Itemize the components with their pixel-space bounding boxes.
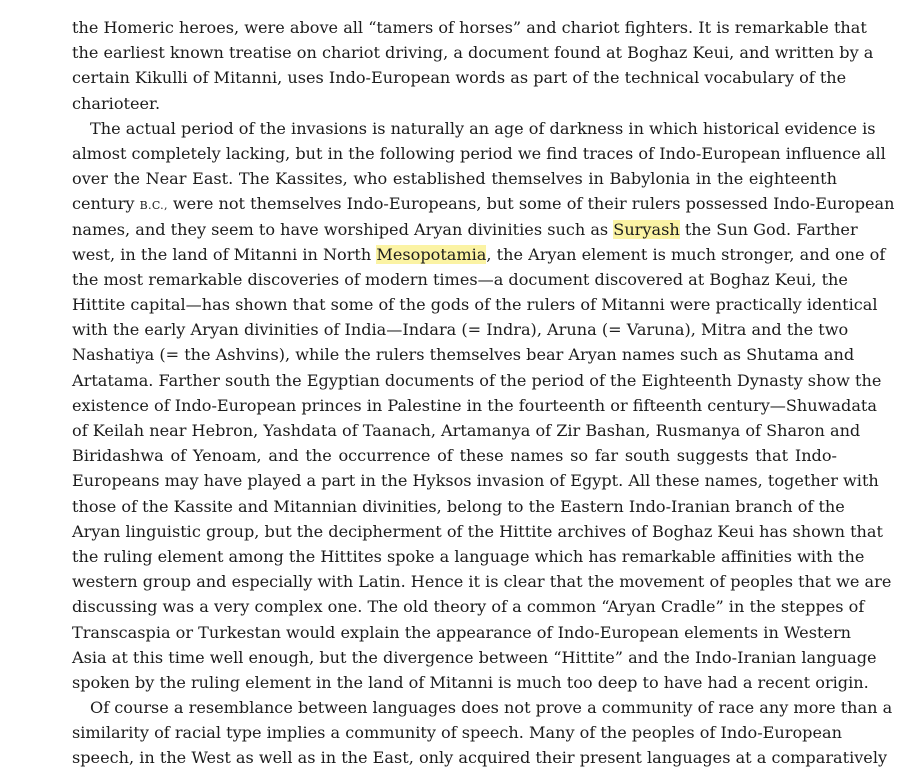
text-line: Nashatiya (= the Ashvins), while the rulers themselves bear Aryan names such as Shutama and — [72, 345, 855, 365]
text-line: existence of Indo-European princes in Palestine in the fourteenth or fifteenth century—Shuwadata — [72, 395, 877, 415]
text-line: over the Near East. The Kassites, who established themselves in Babylonia in the eighteenth — [72, 169, 837, 189]
small-caps-era: B.C., — [139, 199, 168, 213]
text-line: Hittite capital—has shown that some of the gods of the rulers of Mitanni were practically identical — [72, 295, 878, 315]
paragraph-first-line: The actual period of the invasions is naturally an age of darkness in which historical evidence is — [90, 118, 876, 138]
text-line: charioteer. — [72, 93, 161, 113]
text-line: Transcaspia or Turkestan would explain the appearance of Indo-European elements in Western — [72, 622, 851, 642]
body-text — [72, 15, 895, 771]
line-text: names, and they seem to have worshiped Aryan divinities such as — [72, 219, 614, 239]
text-line: almost completely lacking, but in the following period we find traces of Indo-European influence all — [72, 143, 886, 163]
highlighted-word-mesopotamia[interactable]: Mesopotamia — [376, 244, 487, 264]
text-line: western group and especially with Latin. Hence it is clear that the movement of peoples that we are — [72, 572, 892, 592]
text-line — [72, 242, 886, 267]
text-line: Europeans may have played a part in the Hyksos invasion of Egypt. All these names, together with — [72, 471, 879, 491]
text-line: the ruling element among the Hittites spoke a language which has remarkable affinities with the — [72, 546, 865, 566]
text-line: of Keilah near Hebron, Yashdata of Taanach, Artamanya of Zir Bashan, Rusmanya of Sharon and — [72, 421, 861, 440]
line-text: west, in the land of Mitanni in North — [72, 244, 377, 264]
text-line: the Homeric heroes, were above all “tamers of horses” and chariot fighters. It is remarkable that — [72, 18, 867, 37]
text-line: the most remarkable discoveries of modern times—a document discovered at Boghaz Keui, the — [72, 269, 848, 289]
text-line: discussing was a very complex one. The old theory of a common “Aryan Cradle” in the steppes of — [72, 597, 865, 617]
text-line: with the early Aryan divinities of India—Indara (= Indra), Aruna (= Varuna), Mitra and the two — [72, 320, 849, 340]
text-line: similarity of racial type implies a community of speech. Many of the peoples of Indo-European — [72, 723, 842, 743]
text-line: those of the Kassite and Mitannian divinities, belong to the Eastern Indo-Iranian branch of the — [72, 496, 845, 516]
highlighted-word-suryash[interactable]: Suryash — [613, 219, 680, 239]
paragraph-first-line: Of course a resemblance between languages does not prove a community of race any more than a — [90, 698, 893, 718]
text-line: the earliest known treatise on chariot driving, a document found at Boghaz Keui, and written by a — [72, 43, 874, 63]
line-text: century — [72, 194, 140, 214]
text-line: certain Kikulli of Mitanni, uses Indo-European words as part of the technical vocabulary of the — [72, 68, 847, 88]
text-line: speech, in the West as well as in the East, only acquired their present languages at a comparatively — [72, 748, 888, 768]
text-line: Artatama. Farther south the Egyptian documents of the period of the Eighteenth Dynasty show the — [72, 370, 882, 390]
line-text: the Sun God. Farther — [679, 219, 858, 239]
text-line: spoken by the ruling element in the land of Mitanni is much too deep to have had a recent origin. — [72, 672, 869, 692]
text-line: Aryan linguistic group, but the decipherment of the Hittite archives of Boghaz Keui has shown that — [72, 521, 883, 541]
text-line — [72, 217, 858, 242]
text-line: Biridashwa of Yenoam, and the occurrence of these names so far south suggests that Indo- — [72, 446, 837, 466]
line-text: , the Aryan element is much stronger, and one of — [486, 244, 886, 264]
text-line: Asia at this time well enough, but the divergence between “Hittite” and the Indo-Iranian language — [72, 647, 877, 667]
text-line — [72, 191, 895, 216]
line-text: were not themselves Indo-Europeans, but some of their rulers possessed Indo-European — [167, 194, 895, 214]
